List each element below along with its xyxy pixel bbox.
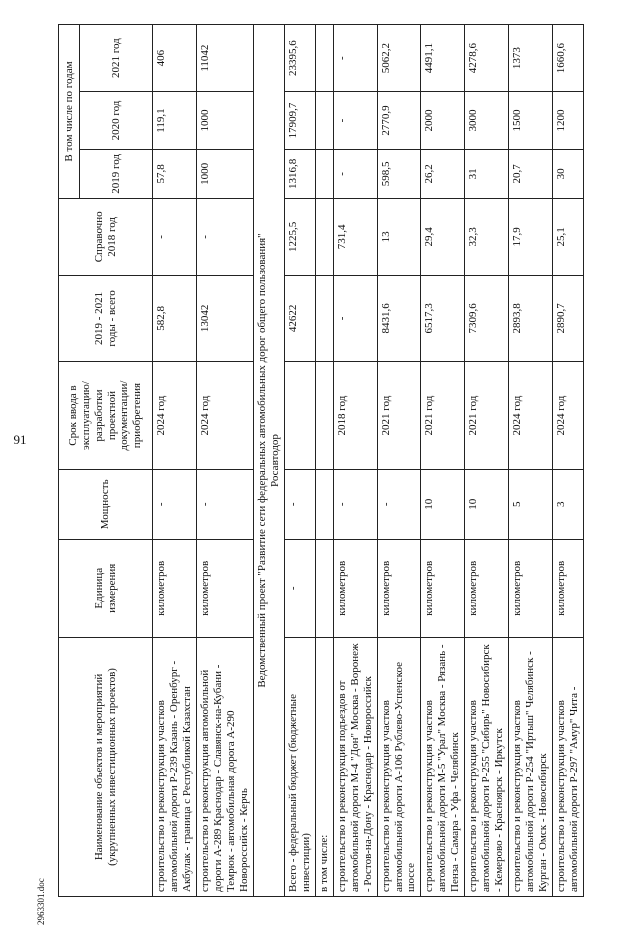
table-row <box>465 25 509 897</box>
cell-y2019: 20,7 <box>509 149 553 198</box>
total-row-ref-2018: 1225,5 <box>284 198 315 275</box>
page-number: 91 <box>13 432 27 447</box>
cell-y2020: 1500 <box>509 92 553 150</box>
total-row-2021: 23395,6 <box>284 25 315 92</box>
total-row-unit: - <box>284 539 315 637</box>
cell-y2019: 31 <box>465 149 509 198</box>
total-row-term <box>284 362 315 470</box>
cell-unit: километров <box>421 539 465 637</box>
table-body-bottom <box>333 25 583 897</box>
cell-y2021: - <box>333 25 377 92</box>
cell-name: строительство и реконструкция участков автомобильной дороги Р-297 "Амур" Чита - <box>553 637 584 896</box>
cell-term: 2024 год <box>153 362 197 470</box>
document-code: 2963301.doc <box>36 878 46 925</box>
table-row <box>153 25 197 897</box>
cell-unit: километров <box>196 539 253 637</box>
cell-ref2018: 13 <box>377 198 421 275</box>
header-ref-2018: Справочно 2018 год <box>59 198 153 275</box>
header-name: Наименование объектов и мероприятий (укрупненных инвестиционных проектов) <box>59 637 153 896</box>
cell-y2021: 1660,6 <box>553 25 584 92</box>
total-row-2020: 17909,7 <box>284 92 315 150</box>
cell-y2019: 1000 <box>196 149 253 198</box>
cell-ref2018: - <box>153 198 197 275</box>
cell-y2021: 11042 <box>196 25 253 92</box>
cell-y2019: 26,2 <box>421 149 465 198</box>
cell-term: 2018 год <box>333 362 377 470</box>
header-total: 2019 - 2021 годы - всего <box>59 275 153 361</box>
header-unit: Единица измерения <box>59 539 153 637</box>
cell-y2021: 406 <box>153 25 197 92</box>
cell-unit: километров <box>333 539 377 637</box>
header-term: Срок ввода в эксплуатацию/ разработки проектной документации/ приобретения <box>59 362 153 470</box>
cell-ref2018: 29,4 <box>421 198 465 275</box>
cell-y2019: 598,5 <box>377 149 421 198</box>
cell-unit: километров <box>465 539 509 637</box>
total-row-name: Всего - федеральный бюджет (бюджетные инвестиции) <box>284 637 315 896</box>
header-capacity: Мощность <box>59 470 153 540</box>
cell-unit: километров <box>553 539 584 637</box>
cell-total: 2893,8 <box>509 275 553 361</box>
cell-unit: километров <box>509 539 553 637</box>
cell-y2020: 1000 <box>196 92 253 150</box>
cell-y2021: 4491,1 <box>421 25 465 92</box>
total-row-capacity: - <box>284 470 315 540</box>
cell-y2020: 2770,9 <box>377 92 421 150</box>
cell-term: 2024 год <box>196 362 253 470</box>
cell-name: строительство и реконструкция подъездов от автомобильной дороги М-4 "Дон" Москва - Воронеж - Ростов-на-Дону - Краснодар - Новороссийск <box>333 637 377 896</box>
table-row <box>509 25 553 897</box>
cell-ref2018: 731,4 <box>333 198 377 275</box>
header-by-year: В том числе по годам <box>59 25 80 199</box>
cell-total: 7309,6 <box>465 275 509 361</box>
header-2020: 2020 год <box>80 92 153 150</box>
cell-y2019: - <box>333 149 377 198</box>
section-header <box>253 25 284 897</box>
cell-capacity: - <box>153 470 197 540</box>
total-row-2019: 1316,8 <box>284 149 315 198</box>
cell-unit: километров <box>153 539 197 637</box>
cell-term: 2024 год <box>509 362 553 470</box>
table-row <box>333 25 377 897</box>
cell-y2020: - <box>333 92 377 150</box>
cell-y2021: 1373 <box>509 25 553 92</box>
section-agency: Росавтодор <box>268 434 281 487</box>
cell-term: 2024 год <box>553 362 584 470</box>
cell-name: строительство и реконструкция автомобильной дороги А-289 Краснодар - Славянск-на-Кубани - Темрюк - автомобильная дорога А-290 Новороссийск - Керчь <box>196 637 253 896</box>
cell-capacity: - <box>196 470 253 540</box>
header-2019: 2019 год <box>80 149 153 198</box>
cell-name: строительство и реконструкция участков автомобильной дороги Р-254 "Иртыш" Челябинск - Курган - Омск - Новосибирск <box>509 637 553 896</box>
cell-term: 2021 год <box>377 362 421 470</box>
cell-capacity: 10 <box>421 470 465 540</box>
header-2021: 2021 год <box>80 25 153 92</box>
table-row <box>196 25 253 897</box>
cell-ref2018: - <box>196 198 253 275</box>
cell-y2020: 2000 <box>421 92 465 150</box>
cell-name: строительство и реконструкция участков автомобильной дороги М-5 "Урал" Москва - Рязань - Пенза - Самара - Уфа - Челябинск <box>421 637 465 896</box>
cell-y2021: 5062,2 <box>377 25 421 92</box>
cell-name: строительство и реконструкция участков автомобильной дороги Р-239 Казань - Оренбург - Акбулак - граница с Республикой Казахстан <box>153 637 197 896</box>
cell-capacity: - <box>377 470 421 540</box>
cell-y2019: 30 <box>553 149 584 198</box>
cell-total: 2890,7 <box>553 275 584 361</box>
cell-total: 8431,6 <box>377 275 421 361</box>
cell-total: 582,8 <box>153 275 197 361</box>
cell-capacity: - <box>333 470 377 540</box>
cell-y2021: 4278,6 <box>465 25 509 92</box>
total-row-total: 42622 <box>284 275 315 361</box>
cell-name: строительство и реконструкция участков автомобильной дороги А-106 Рублево-Успенское шоссе <box>377 637 421 896</box>
table-row <box>377 25 421 897</box>
cell-y2020: 119,1 <box>153 92 197 150</box>
cell-y2019: 57,8 <box>153 149 197 198</box>
cell-ref2018: 17,9 <box>509 198 553 275</box>
cell-ref2018: 32,3 <box>465 198 509 275</box>
cell-total: 13042 <box>196 275 253 361</box>
cell-term: 2021 год <box>465 362 509 470</box>
cell-capacity: 10 <box>465 470 509 540</box>
table-body-top <box>153 25 254 897</box>
cell-total: 6517,3 <box>421 275 465 361</box>
cell-total: - <box>333 275 377 361</box>
table-row <box>553 25 584 897</box>
table-row <box>421 25 465 897</box>
investment-table <box>58 24 584 897</box>
cell-capacity: 5 <box>509 470 553 540</box>
cell-term: 2021 год <box>421 362 465 470</box>
cell-y2020: 1200 <box>553 92 584 150</box>
cell-unit: километров <box>377 539 421 637</box>
cell-capacity: 3 <box>553 470 584 540</box>
cell-ref2018: 25,1 <box>553 198 584 275</box>
section-title: Ведомственный проект "Развитие сети федеральных автомобильных дорог общего пользования" <box>255 233 268 688</box>
cell-y2020: 3000 <box>465 92 509 150</box>
including-label: в том числе: <box>315 637 333 896</box>
cell-name: строительство и реконструкция участков автомобильной дороги Р-255 "Сибирь" Новосибирск - Кемерово - Красноярск - Иркутск <box>465 637 509 896</box>
